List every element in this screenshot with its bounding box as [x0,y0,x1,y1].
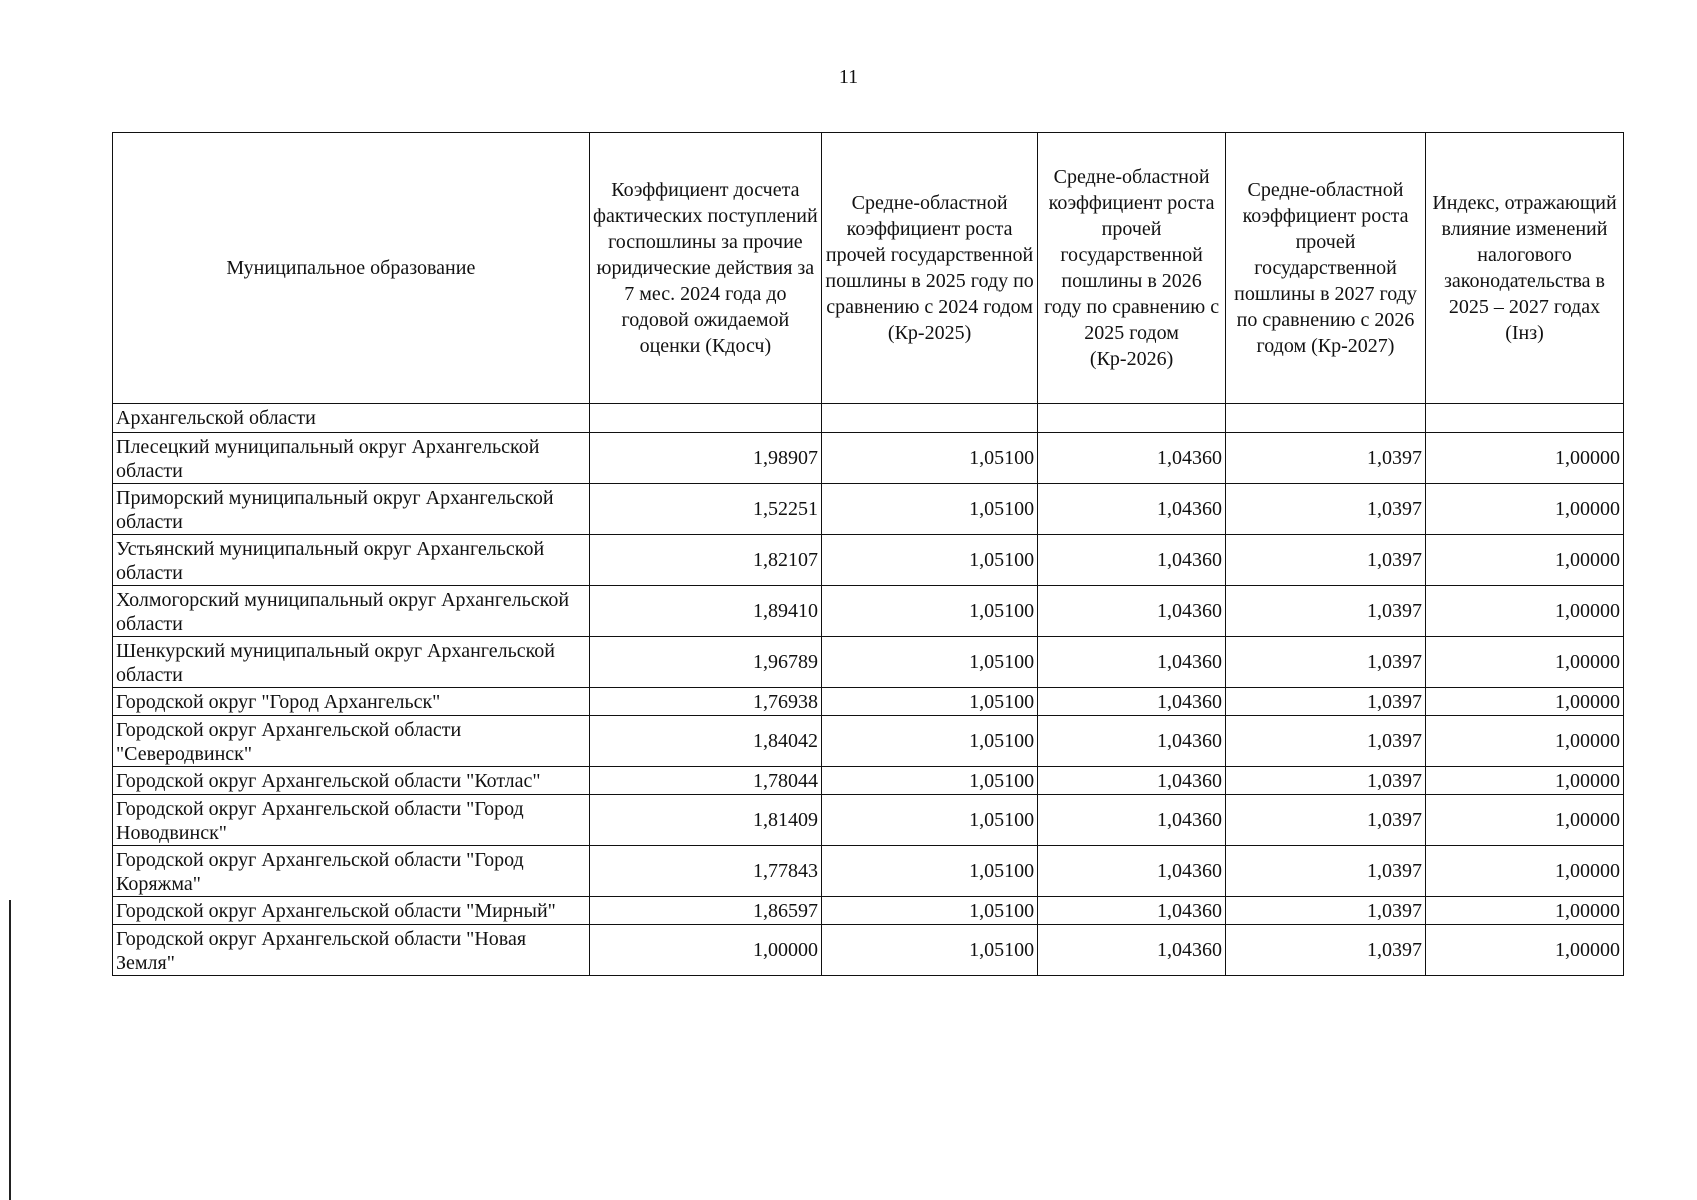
value-cell: 1,05100 [822,637,1038,688]
value-cell: 1,04360 [1038,716,1226,767]
value-cell: 1,00000 [589,925,821,976]
value-cell: 1,52251 [589,484,821,535]
value-cell: 1,84042 [589,716,821,767]
table-row [113,795,1624,846]
value-cell: 1,04360 [1038,484,1226,535]
value-cell: 1,0397 [1226,535,1426,586]
value-cell: 1,05100 [822,846,1038,897]
value-cell [1038,404,1226,433]
municipality-name: Устьянский муниципальный округ Архангельской области [113,535,590,586]
value-cell: 1,05100 [822,433,1038,484]
value-cell: 1,05100 [822,484,1038,535]
value-cell: 1,89410 [589,586,821,637]
value-cell: 1,04360 [1038,897,1226,925]
value-cell: 1,00000 [1426,897,1624,925]
value-cell: 1,05100 [822,925,1038,976]
value-cell: 1,0397 [1226,688,1426,716]
value-cell: 1,05100 [822,795,1038,846]
value-cell: 1,96789 [589,637,821,688]
municipality-name: Приморский муниципальный округ Архангельской области [113,484,590,535]
value-cell: 1,00000 [1426,846,1624,897]
value-cell: 1,78044 [589,767,821,795]
table-row [113,535,1624,586]
municipality-name: Холмогорский муниципальный округ Архангельской области [113,586,590,637]
value-cell: 1,00000 [1426,716,1624,767]
value-cell: 1,00000 [1426,795,1624,846]
value-cell: 1,0397 [1226,484,1426,535]
value-cell: 1,05100 [822,897,1038,925]
table-row [113,433,1624,484]
value-cell: 1,05100 [822,688,1038,716]
table-row [113,716,1624,767]
value-cell: 1,00000 [1426,433,1624,484]
header-kdosch: Коэффициент досчета фактических поступлений госпошлины за прочие юридические действия за 7 мес. 2024 года до годовой ожидаемой оценки (Кдосч) [589,133,821,404]
municipality-name: Городской округ Архангельской области "Новая Земля" [113,925,590,976]
value-cell: 1,86597 [589,897,821,925]
table-row [113,897,1624,925]
value-cell [589,404,821,433]
value-cell: 1,04360 [1038,795,1226,846]
value-cell: 1,04360 [1038,586,1226,637]
value-cell: 1,0397 [1226,767,1426,795]
value-cell: 1,04360 [1038,925,1226,976]
municipality-name: Городской округ Архангельской области "Северодвинск" [113,716,590,767]
value-cell: 1,00000 [1426,586,1624,637]
value-cell: 1,77843 [589,846,821,897]
value-cell: 1,00000 [1426,484,1624,535]
value-cell: 1,76938 [589,688,821,716]
table-row [113,925,1624,976]
value-cell: 1,05100 [822,586,1038,637]
municipality-name: Архангельской области [113,404,590,433]
header-kr-2026: Средне-областной коэффициент роста прочей государственной пошлины в 2026 году по сравнению с 2025 годом (Кр-2026) [1038,133,1226,404]
value-cell: 1,0397 [1226,586,1426,637]
municipality-name: Городской округ Архангельской области "Город Коряжма" [113,846,590,897]
value-cell: 1,00000 [1426,767,1624,795]
municipality-name: Городской округ Архангельской области "Город Новодвинск" [113,795,590,846]
table-row [113,484,1624,535]
value-cell: 1,00000 [1426,637,1624,688]
table-row [113,767,1624,795]
table-row [113,586,1624,637]
value-cell: 1,04360 [1038,688,1226,716]
value-cell: 1,04360 [1038,433,1226,484]
table-row [113,846,1624,897]
municipality-name: Плесецкий муниципальный округ Архангельской области [113,433,590,484]
value-cell: 1,04360 [1038,846,1226,897]
value-cell: 1,05100 [822,716,1038,767]
coefficients-table [112,132,1624,976]
table-header-row [113,133,1624,404]
table-row [113,688,1624,716]
value-cell: 1,0397 [1226,433,1426,484]
table-row [113,404,1624,433]
value-cell: 1,0397 [1226,897,1426,925]
header-kr-2025: Средне-областной коэффициент роста прочей государственной пошлины в 2025 году по сравнению с 2024 годом (Кр-2025) [822,133,1038,404]
value-cell: 1,81409 [589,795,821,846]
municipality-name: Шенкурский муниципальный округ Архангельской области [113,637,590,688]
value-cell: 1,00000 [1426,925,1624,976]
municipality-name: Городской округ "Город Архангельск" [113,688,590,716]
table-row [113,637,1624,688]
value-cell: 1,04360 [1038,637,1226,688]
value-cell: 1,0397 [1226,716,1426,767]
value-cell: 1,00000 [1426,535,1624,586]
value-cell: 1,05100 [822,535,1038,586]
header-municipality: Муниципальное образование [113,133,590,404]
value-cell: 1,98907 [589,433,821,484]
municipality-name: Городской округ Архангельской области "Котлас" [113,767,590,795]
value-cell: 1,04360 [1038,535,1226,586]
value-cell [1226,404,1426,433]
value-cell [1426,404,1624,433]
value-cell: 1,82107 [589,535,821,586]
value-cell: 1,05100 [822,767,1038,795]
municipality-name: Городской округ Архангельской области "Мирный" [113,897,590,925]
header-inz: Индекс, отражающий влияние изменений налогового законодательства в 2025 – 2027 годах (Інз) [1426,133,1624,404]
value-cell: 1,0397 [1226,637,1426,688]
page-number: 11 [838,66,859,88]
value-cell [822,404,1038,433]
value-cell: 1,00000 [1426,688,1624,716]
value-cell: 1,0397 [1226,846,1426,897]
value-cell: 1,0397 [1226,795,1426,846]
value-cell: 1,04360 [1038,767,1226,795]
scan-edge-line [9,900,11,1200]
header-kr-2027: Средне-областной коэффициент роста прочей государственной пошлины в 2027 году по сравнению с 2026 годом (Кр-2027) [1226,133,1426,404]
value-cell: 1,0397 [1226,925,1426,976]
